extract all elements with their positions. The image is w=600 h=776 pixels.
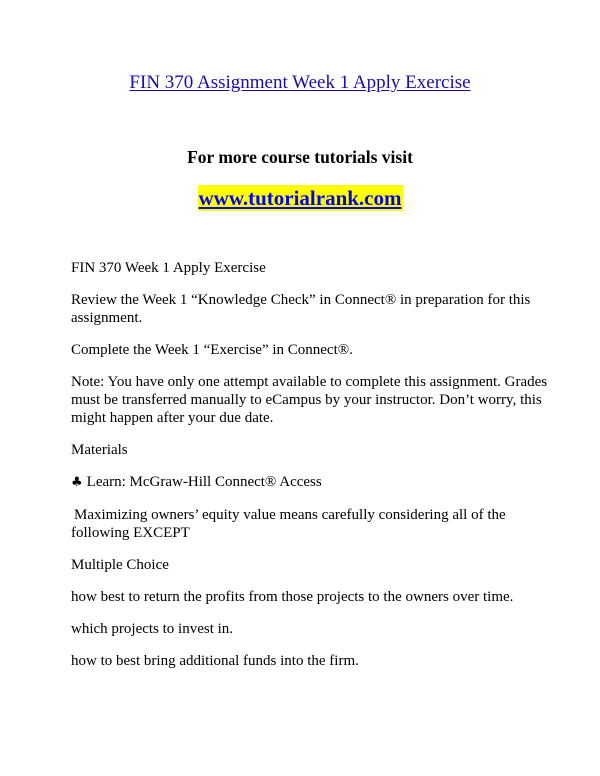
complete-instruction: Complete the Week 1 “Exercise” in Connect®. [71, 342, 353, 358]
materials-item [71, 473, 551, 492]
question-text: Maximizing owners’ equity value means carefully considering all of the following EXCEPT [71, 507, 506, 541]
answer-option-1: how best to return the profits from those projects to the owners over time. [71, 589, 514, 605]
note-paragraph: Note: You have only one attempt available to complete this assignment. Grades must be transferred manually to eCampus by your instructor. Don’t worry, this might happen after your due date. [71, 374, 548, 426]
club-bullet-icon: ♣ [71, 475, 83, 490]
website-link[interactable]: www.tutorialrank.com [198, 186, 402, 210]
answer-option-3: how to best bring additional funds into the firm. [71, 653, 359, 669]
website-container [0, 185, 600, 211]
promo-text: For more course tutorials visit [187, 147, 413, 167]
question-type: Multiple Choice [71, 557, 169, 573]
document-title-link[interactable]: FIN 370 Assignment Week 1 Apply Exercise [129, 72, 471, 93]
review-instruction: Review the Week 1 “Knowledge Check” in Connect® in preparation for this assignment. [71, 292, 531, 326]
answer-option-2: which projects to invest in. [71, 621, 234, 637]
document-body [71, 259, 551, 684]
materials-item-text: Learn: McGraw-Hill Connect® Access [86, 474, 322, 490]
materials-label: Materials [71, 442, 128, 458]
assignment-heading: FIN 370 Week 1 Apply Exercise [71, 260, 266, 276]
